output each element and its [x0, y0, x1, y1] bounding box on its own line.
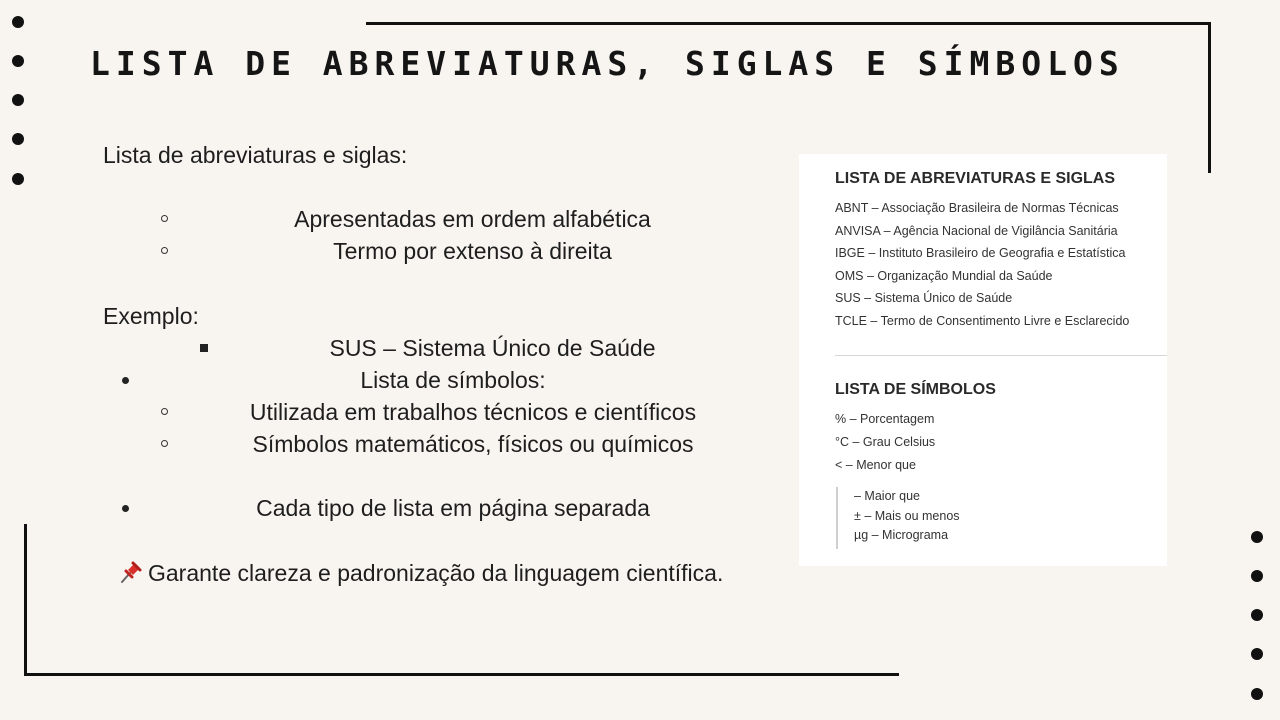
list-item: Símbolos matemáticos, físicos ou químicos — [252, 431, 694, 457]
card-list-item: ANVISA – Agência Nacional de Vigilância Sanitária — [835, 224, 1118, 238]
decor-dot — [1251, 688, 1263, 700]
card-list-item: OMS – Organização Mundial da Saúde — [835, 269, 1053, 283]
frame-line-right — [1208, 22, 1211, 173]
section-heading-symbols: Lista de símbolos: — [360, 367, 546, 393]
card-quoted-item: µg – Micrograma — [854, 528, 949, 542]
card-heading-abbreviations: LISTA DE ABREVIATURAS E SIGLAS — [835, 170, 1116, 187]
decor-dot — [1251, 531, 1263, 543]
decor-dot — [12, 55, 24, 67]
bullet-circle — [161, 247, 168, 254]
example-label: Exemplo: — [103, 303, 199, 329]
card-list-item: TCLE – Termo de Consentimento Livre e Esclarecido — [835, 314, 1130, 328]
decor-dot — [12, 173, 24, 185]
bullet-square — [200, 344, 208, 352]
frame-line-top — [366, 22, 1211, 25]
decor-dot — [1251, 648, 1263, 660]
list-item: Utilizada em trabalhos técnicos e científicos — [249, 399, 697, 425]
bullet-disc — [122, 377, 129, 384]
card-list-item: IBGE – Instituto Brasileiro de Geografia e Estatística — [835, 246, 1126, 260]
decor-dot — [1251, 609, 1263, 621]
decor-dot — [12, 94, 24, 106]
decor-dot — [12, 133, 24, 145]
list-item: Termo por extenso à direita — [333, 238, 612, 264]
page-title: LISTA DE ABREVIATURAS, SIGLAS E SÍMBOLOS — [90, 44, 1125, 83]
decor-dot — [1251, 570, 1263, 582]
card-list-item: % – Porcentagem — [835, 412, 935, 426]
blockquote-bar — [836, 487, 838, 549]
bullet-circle — [161, 440, 168, 447]
section-heading-abbreviations: Lista de abreviaturas e siglas: — [103, 142, 408, 168]
example-item: SUS – Sistema Único de Saúde — [329, 335, 656, 361]
list-item: Apresentadas em ordem alfabética — [294, 206, 651, 232]
bullet-circle — [161, 408, 168, 415]
bullet-disc — [122, 505, 129, 512]
card-divider — [835, 355, 1167, 356]
card-quoted-item: – Maior que — [854, 489, 921, 503]
example-card — [799, 154, 1167, 566]
decor-dot — [12, 16, 24, 28]
card-list-item: ABNT – Associação Brasileira de Normas Técnicas — [835, 201, 1119, 215]
card-heading-symbols: LISTA DE SÍMBOLOS — [835, 381, 996, 398]
card-list-item: °C – Grau Celsius — [835, 435, 936, 449]
card-list-item: < – Menor que — [835, 458, 916, 472]
card-list-item: SUS – Sistema Único de Saúde — [835, 291, 1013, 305]
list-item: Cada tipo de lista em página separada — [256, 495, 650, 521]
frame-line-left — [24, 524, 27, 676]
pushpin-icon — [118, 559, 144, 585]
card-quoted-item: ± – Mais ou menos — [854, 509, 960, 523]
bullet-circle — [161, 215, 168, 222]
frame-line-bottom — [24, 673, 899, 676]
note-text: Garante clareza e padronização da linguagem científica. — [148, 560, 724, 586]
